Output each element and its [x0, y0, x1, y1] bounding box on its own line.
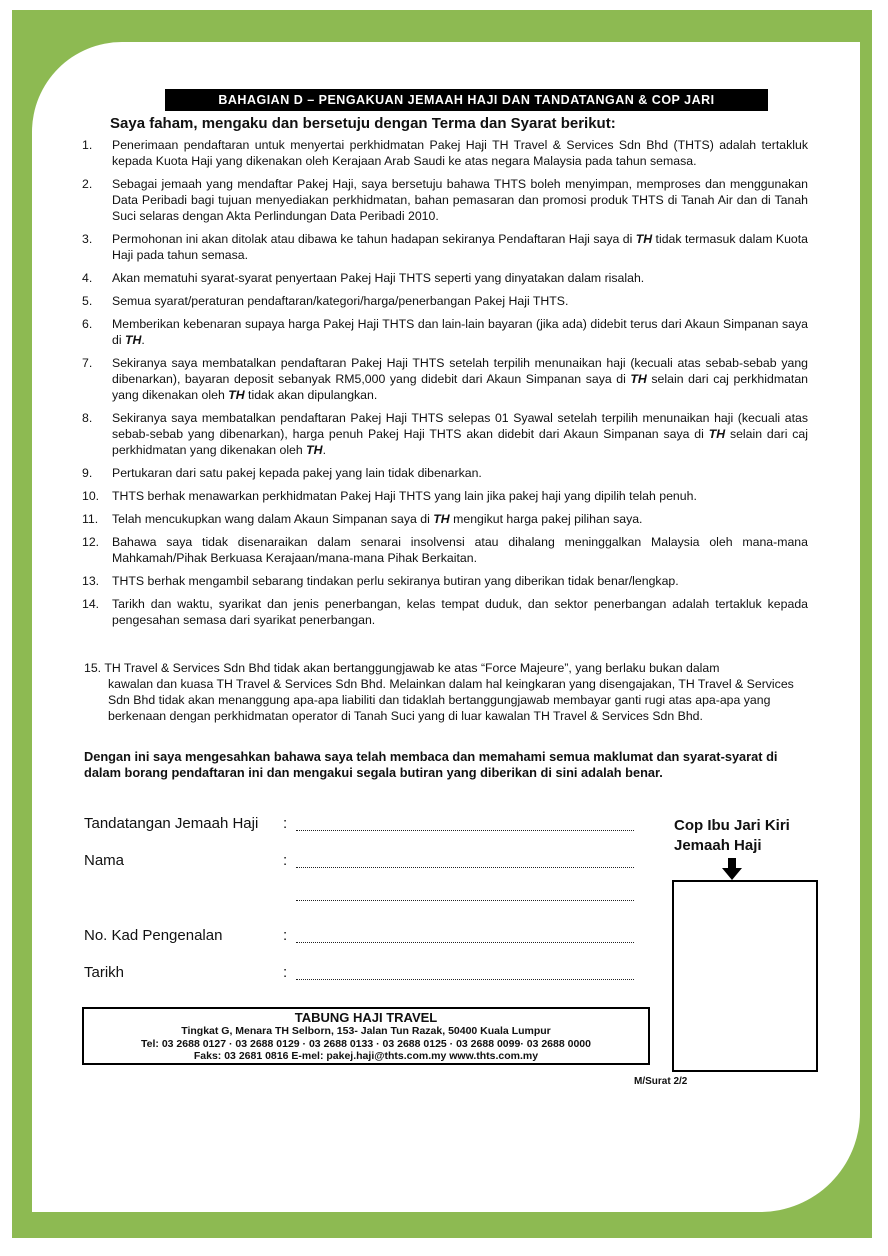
term-number: 5.	[82, 294, 93, 308]
term-number: 2.	[82, 177, 93, 191]
name-colon: :	[283, 852, 288, 869]
term-number: 9.	[82, 466, 93, 480]
term-item	[78, 355, 808, 403]
term-item	[78, 488, 808, 504]
arrow-down-icon	[722, 858, 742, 880]
term-text: Sebagai jemaah yang mendaftar Pakej Haji, saya bersetuju bahawa THTS boleh menyimpan, memproses dan menggunakan Data Peribadi bagi tujuan menyediakan perkhidmatan, bahan pemasaran dan promosi produk THTS di Tanah Air dan di Tanah Suci selaras dengan Akta Perlindungan Data Peribadi 2010.	[112, 177, 808, 223]
ic-number-colon: :	[283, 927, 288, 944]
term-text: Pertukaran dari satu pakej kepada pakej yang lain tidak dibenarkan.	[112, 466, 482, 480]
thumbprint-title-line-1: Cop Ibu Jari Kiri	[674, 817, 790, 834]
term-15-continuation: kawalan dan kuasa TH Travel & Services Sdn Bhd. Melainkan dalam hal keingkaran yang disengajakan, TH Travel & Services Sdn Bhd tidak akan menanggung apa-apa liabiliti dan tidaklah bertanggungjawab membayar ganti rugi atas apa-apa yang berkenaan dengan perkhidmatan operator di Tanah Suci yang di luar kawalan TH Travel & Services Sdn Bhd.	[108, 677, 794, 723]
document-reference: M/Surat 2/2	[634, 1076, 688, 1087]
signature-label: Tandatangan Jemaah Haji	[84, 815, 259, 832]
term-number: 13.	[82, 574, 100, 588]
thumbprint-title	[674, 816, 790, 856]
term-number: 4.	[82, 271, 93, 285]
term-item	[78, 596, 808, 628]
term-item	[78, 137, 808, 169]
term-number: 6.	[82, 317, 93, 331]
footer-contact-box	[82, 1007, 650, 1065]
date-field[interactable]	[296, 979, 634, 980]
term-item	[78, 534, 808, 566]
terms-list	[78, 137, 808, 635]
footer-fax-email: Faks: 03 2681 0816 E-mel: pakej.haji@thts.com.my www.thts.com.my	[193, 1050, 539, 1062]
term-number: 14.	[82, 597, 100, 611]
term-item	[78, 231, 808, 263]
ic-number-field[interactable]	[296, 942, 634, 943]
thumbprint-box[interactable]	[672, 880, 818, 1072]
term-number: 12.	[82, 535, 100, 549]
intro-statement: Saya faham, mengaku dan bersetuju dengan Terma dan Syarat berikut:	[110, 115, 616, 132]
term-text: Semua syarat/peraturan pendaftaran/kategori/harga/penerbangan Pakej Haji THTS.	[112, 294, 569, 308]
term-15-first-line: TH Travel & Services Sdn Bhd tidak akan bertanggungjawab ke atas “Force Majeure”, yang berlaku bukan dalam	[104, 661, 720, 675]
date-label: Tarikh	[84, 964, 125, 981]
term-text: THTS berhak mengambil sebarang tindakan perlu sekiranya butiran yang diberikan tidak benar/lengkap.	[112, 574, 679, 588]
date-colon: :	[283, 964, 288, 981]
term-text: Penerimaan pendaftaran untuk menyertai perkhidmatan Pakej Haji TH Travel & Services Sdn Bhd (THTS) adalah tertakluk kepada Kuota Haji yang dikenakan oleh Kerajaan Arab Saudi ke atas negara Malaysia pada tahun semasa.	[112, 138, 808, 168]
term-number: 1.	[82, 138, 93, 152]
term-item	[78, 316, 808, 348]
term-item	[78, 511, 808, 527]
signature-colon: :	[283, 815, 288, 832]
term-15	[84, 660, 806, 724]
term-text: Memberikan kebenaran supaya harga Pakej Haji THTS dan lain-lain bayaran (jika ada) didebit terus dari Akaun Simpanan saya di TH.	[112, 317, 808, 347]
term-number: 10.	[82, 489, 100, 503]
ic-number-label: No. Kad Pengenalan	[84, 927, 223, 944]
term-item	[78, 465, 808, 481]
name-field[interactable]	[296, 867, 634, 868]
term-text: Telah mencukupkan wang dalam Akaun Simpanan saya di TH mengikut harga pakej pilihan saya.	[112, 512, 643, 526]
term-number: 8.	[82, 411, 93, 425]
term-item	[78, 293, 808, 309]
term-text: Bahawa saya tidak disenaraikan dalam senarai insolvensi atau dihalang meninggalkan Malaysia oleh mana-mana Mahkamah/Pihak Berkuasa Kerajaan/mana-mana Pihak Berkaitan.	[112, 535, 808, 565]
term-item	[78, 270, 808, 286]
section-header: BAHAGIAN D – PENGAKUAN JEMAAH HAJI DAN TANDATANGAN & COP JARI	[165, 89, 768, 111]
signature-field[interactable]	[296, 830, 634, 831]
term-number: 3.	[82, 232, 93, 246]
term-number: 11.	[82, 512, 99, 526]
name-label: Nama	[84, 852, 125, 869]
term-text: Akan mematuhi syarat-syarat penyertaan Pakej Haji THTS seperti yang dinyatakan dalam risalah.	[112, 271, 645, 285]
term-text: Sekiranya saya membatalkan pendaftaran Pakej Haji THTS setelah terpilih menunaikan haji (kecuali atas sebab-sebab yang dibenarkan), bayaran deposit sebanyak RM5,000 yang didebit dari Akaun Simpanan saya di TH selain dari caj perkhidmatan yang dikenakan oleh TH tidak akan dipulangkan.	[112, 356, 808, 402]
term-number: 7.	[82, 356, 93, 370]
term-item	[78, 410, 808, 458]
confirmation-statement: Dengan ini saya mengesahkan bahawa saya telah membaca dan memahami semua maklumat dan syarat-syarat di dalam borang pendaftaran ini dan mengakui segala butiran yang diberikan di sini adalah benar.	[84, 749, 778, 780]
term-item	[78, 573, 808, 589]
thumbprint-title-line-2: Jemaah Haji	[674, 837, 762, 854]
term-text: Permohonan ini akan ditolak atau dibawa ke tahun hadapan sekiranya Pendaftaran Haji saya di TH tidak termasuk dalam Kuota Haji pada tahun semasa.	[112, 232, 808, 262]
term-15-num: 15.	[84, 661, 102, 675]
term-text: THTS berhak menawarkan perkhidmatan Pakej Haji THTS yang lain jika pakej haji yang dipilih telah penuh.	[112, 489, 697, 503]
footer-title: TABUNG HAJI TRAVEL	[294, 1010, 438, 1025]
term-text: Tarikh dan waktu, syarikat dan jenis penerbangan, kelas tempat duduk, dan sektor penerbangan adalah tertakluk kepada pengesahan semasa dari syarikat penerbangan.	[112, 597, 808, 627]
footer-address: Tingkat G, Menara TH Selborn, 153- Jalan Tun Razak, 50400 Kuala Lumpur	[181, 1025, 551, 1037]
term-item	[78, 176, 808, 224]
name-field-line-2[interactable]	[296, 900, 634, 901]
term-text: Sekiranya saya membatalkan pendaftaran Pakej Haji THTS selepas 01 Syawal setelah terpilih menunaikan haji (kecuali atas sebab-sebab yang dibenarkan), harga penuh Pakej Haji THTS akan didebit dari Akaun Simpanan saya di TH selain dari caj perkhidmatan yang dikenakan oleh TH.	[112, 411, 808, 457]
footer-phones: Tel: 03 2688 0127 · 03 2688 0129 · 03 2688 0133 · 03 2688 0125 · 03 2688 0099· 03 2688 0000	[141, 1037, 591, 1050]
